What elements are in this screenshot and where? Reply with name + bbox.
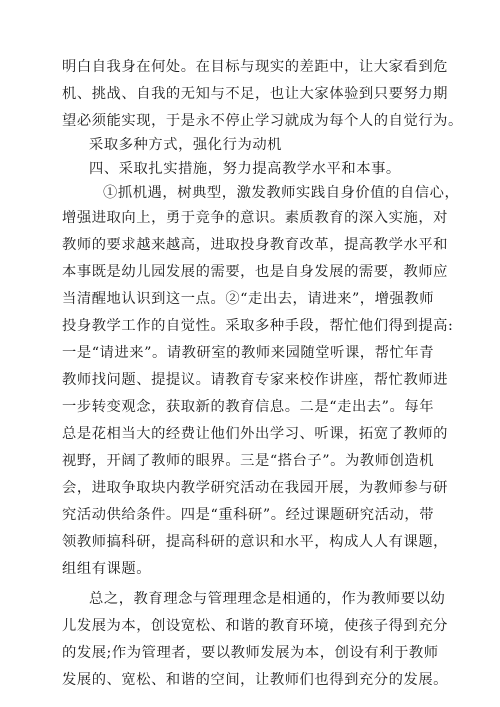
section-heading: 采取多种方式，强化行为动机 xyxy=(89,137,283,153)
text-line: 总之，教育理念与管理理念是相通的，作为教师要以幼 xyxy=(89,591,446,607)
text-line: 儿发展为本，创设宽松、和谐的教育环境，使孩子得到充分 xyxy=(62,618,449,634)
text-line: 组组有课题。 xyxy=(62,561,152,577)
text-line: 领教师搞科研，提高科研的意识和水平，构成人人有课题， xyxy=(62,534,449,550)
text-line: 本事既是幼儿园发展的需要，也是自身发展的需要，教师应 xyxy=(62,264,449,280)
section-heading: 四、采取扎实措施，努力提高教学水平和本事。 xyxy=(89,161,401,177)
text-line: ①抓机遇，树典型，激发教师实践自身价值的自信心， xyxy=(103,185,460,201)
text-line: 一步转变观念，获取新的教育信息。二是“走出去”。每年 xyxy=(62,399,435,415)
text-line: 的发展;作为管理者，要以教师发展为本，创设有利于教师 xyxy=(62,645,439,661)
text-line: 教师的要求越来越高，进取投身教育改革，提高教学水平和 xyxy=(62,237,449,253)
text-line: 一是“请进来”。请教研室的教师来园随堂听课，帮忙年青 xyxy=(62,345,435,361)
text-line: 究活动供给条件。四是“重科研”。经过课题研究活动，带 xyxy=(62,507,435,523)
text-line: 投身教学工作的自觉性。采取多种手段，帮忙他们得到提高: xyxy=(62,318,454,334)
text-line: 明白自我身在何处。在目标与现实的差距中，让大家看到危 xyxy=(62,59,449,75)
text-line: 教师找问题、提提议。请教育专家来校作讲座，帮忙教师进 xyxy=(62,372,449,388)
text-line: 会，进取争取块内教学研究活动在我园开展，为教师参与研 xyxy=(62,480,449,496)
text-line: 望必须能实现，于是永不停止学习就成为每个人的自觉行为。 xyxy=(62,113,463,129)
text-line: 总是花相当大的经费让他们外出学习、听课，拓宽了教师的 xyxy=(62,426,449,442)
text-line: 增强进取向上，勇于竞争的意识。素质教育的深入实施，对 xyxy=(62,210,449,226)
text-line: 发展的、宽松、和谐的空间，让教师们也得到充分的发展。 xyxy=(62,672,449,688)
text-line: 视野，开阔了教师的眼界。三是“搭台子”。为教师创造机 xyxy=(62,453,435,469)
text-line: 机、挑战、自我的无知与不足，也让大家体验到只要努力期 xyxy=(62,86,449,102)
text-line: 当清醒地认识到这一点。②“走出去，请进来”，增强教师 xyxy=(62,291,435,307)
